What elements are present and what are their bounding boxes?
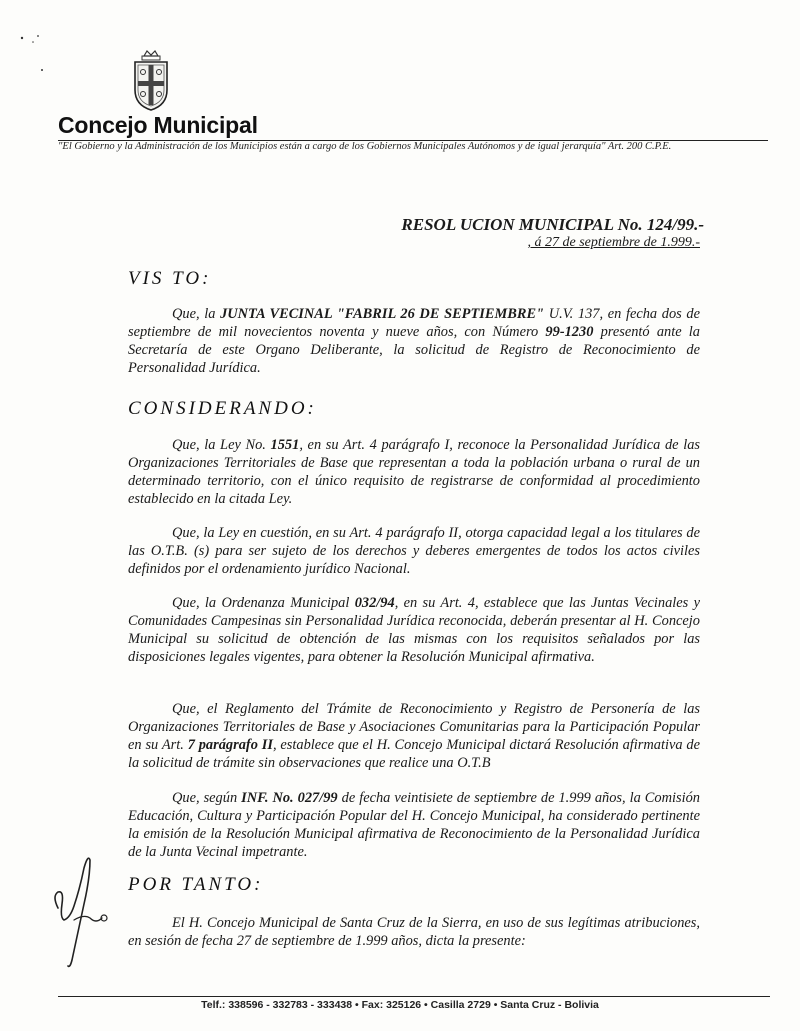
text: presentó ante la Secretaría de este Organo Deliberante, la solicitud de Registro de Reconocimiento de Personalidad Jurídica. xyxy=(128,324,700,376)
paragraph-considerando-5 xyxy=(128,789,700,861)
coat-of-arms-icon xyxy=(130,50,172,112)
constitution-quote: "El Gobierno y la Administración de los Municipios están a cargo de los Gobiernos Municipales Autónomos y de igual jerarquía" Art. 200 C.P.E. xyxy=(58,141,672,152)
handwritten-signature xyxy=(44,848,124,973)
bold-text: 7 parágrafo II xyxy=(187,737,273,753)
text: Que, la Ordenanza Municipal xyxy=(172,595,355,611)
text: Que, la Ley No. xyxy=(172,437,271,453)
text: , establece que el H. Concejo Municipal dictará Resolución afirmativa de la solicitud de trámite sin observaciones que realice una O.T.B xyxy=(128,737,700,771)
text: Que, el Reglamento del Trámite de Reconocimiento y Registro de Personería de las Organizaciones Territoriales de Base y Asociaciones Comunitarias para la Participación Popular en su Art. xyxy=(128,701,700,753)
heading-considerando: CONSIDERANDO: xyxy=(128,398,317,419)
text: de fecha veintisiete de septiembre de 1.999 años, la Comisión Educación, Cultura y Participación Popular del H. Concejo Municipal, ha considerado pertinente la emisión de la Resolución Municipal afirmativa de Reconocimiento de la Personalidad Jurídica de la Junta Vecinal impetrante. xyxy=(128,790,700,860)
text: , en su Art. 4, establece que las Juntas Vecinales y Comunidades Campesinas sin Personalidad Jurídica reconocida, deberán presentar al H. Concejo Municipal su solicitud de obtención de las mismas con los requisitos señalados por las disposiciones legales vigentes, para obtener la Resolución Municipal afirmativa. xyxy=(128,595,700,665)
bold-text: 032/94 xyxy=(354,595,395,611)
heading-por-tanto: POR TANTO: xyxy=(128,874,264,895)
text: U.V. 137, en fecha dos de septiembre de mil novecientos noventa y nueve años, con Número xyxy=(128,306,700,340)
paragraph-considerando-2 xyxy=(128,524,700,578)
scan-specks xyxy=(0,0,60,80)
paragraph-visto-1 xyxy=(128,305,700,377)
bold-text: 99-1230 xyxy=(545,324,594,340)
paragraph-considerando-1 xyxy=(128,436,700,508)
heading-visto: VIS TO: xyxy=(128,268,212,289)
resolution-date: , á 27 de septiembre de 1.999.- xyxy=(527,235,700,250)
organization-name: Concejo Municipal xyxy=(58,112,258,138)
footer-contact: Telf.: 338596 - 332783 - 333438 • Fax: 325126 • Casilla 2729 • Santa Cruz - Bolivia xyxy=(201,999,599,1011)
paragraph-considerando-4 xyxy=(128,700,700,772)
bold-text: JUNTA VECINAL "FABRIL 26 DE SEPTIEMBRE" xyxy=(220,306,545,322)
text: El H. Concejo Municipal de Santa Cruz de la Sierra, en uso de sus legítimas atribuciones, en sesión de fecha 27 de septiembre de 1.999 años, dicta la presente: xyxy=(128,915,700,949)
resolution-title: RESOL UCION MUNICIPAL No. 124/99.- xyxy=(401,215,704,234)
footer-divider xyxy=(58,996,770,997)
text: , en su Art. 4 parágrafo I, reconoce la Personalidad Jurídica de las Organizaciones Territoriales de Base que representan a toda la población urbana o rural de un determinado territorio, con el único requisito de registrarse de conformidad al procedimiento establecido en la citada Ley. xyxy=(128,437,701,507)
bold-text: INF. No. 027/99 xyxy=(241,790,338,806)
text: Que, la Ley en cuestión, en su Art. 4 parágrafo II, otorga capacidad legal a los titulares de las O.T.B. (s) para ser sujeto de los derechos y deberes emergentes de todos los actos civiles definidos por el ordenamiento jurídico Nacional. xyxy=(128,525,700,577)
bold-text: 1551 xyxy=(270,437,300,453)
text: Que, según xyxy=(172,790,242,806)
paragraph-por-tanto-1 xyxy=(128,914,700,950)
paragraph-considerando-3 xyxy=(128,594,700,666)
text: Que, la xyxy=(172,306,221,322)
